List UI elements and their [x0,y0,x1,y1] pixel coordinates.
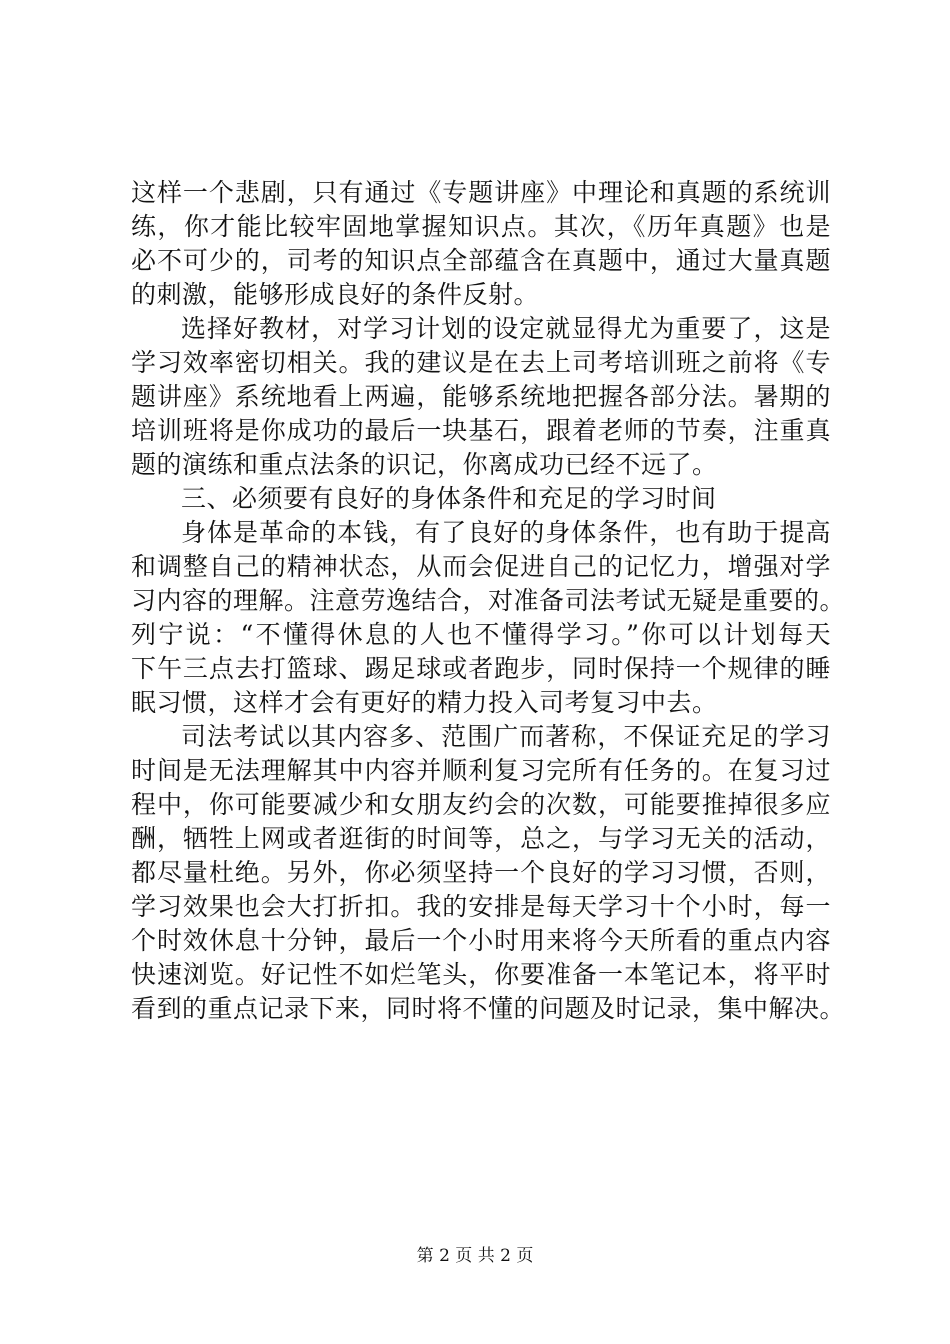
text-line: 学习效果也会大打折扣。我的安排是每天学习十个小时，每一 [131,892,831,921]
text-line: 列宁说：“不懂得休息的人也不懂得学习。”你可以计划每天 [131,620,831,649]
text-line: 培训班将是你成功的最后一块基石，跟着老师的节奏，注重真 [131,416,831,445]
text-line: 时间是无法理解其中内容并顺利复习完所有任务的。在复习过 [131,756,831,785]
text-line: 眠习惯，这样才会有更好的精力投入司考复习中去。 [131,688,718,717]
text-line: 看到的重点记录下来，同时将不懂的问题及时记录，集中解决。 [131,994,846,1023]
text-line: 程中，你可能要减少和女朋友约会的次数，可能要推掉很多应 [131,790,831,819]
paragraph-first-line: 选择好教材，对学习计划的设定就显得尤为重要了，这是 [181,314,831,343]
paragraph-first-line: 司法考试以其内容多、范围广而著称，不保证充足的学习 [181,722,831,751]
text-line: 快速浏览。好记性不如烂笔头，你要准备一本笔记本，将平时 [131,960,831,989]
paragraph-first-line: 身体是革命的本钱，有了良好的身体条件，也有助于提高 [181,518,831,547]
text-line: 必不可少的，司考的知识点全部蕴含在真题中，通过大量真题 [131,246,831,275]
text-line: 题讲座》系统地看上两遍，能够系统地把握各部分法。暑期的 [131,382,831,411]
page-number: 第 2 页 共 2 页 [416,1246,534,1266]
text-line: 的刺激，能够形成良好的条件反射。 [131,280,540,309]
text-line: 都尽量杜绝。另外，你必须坚持一个良好的学习习惯，否则， [131,858,831,887]
page-footer [0,1245,950,1267]
text-line: 个时效休息十分钟，最后一个小时用来将今天所看的重点内容 [131,926,831,955]
text-line: 练，你才能比较牢固地掌握知识点。其次，《历年真题》也是 [131,212,831,241]
section-heading: 三、必须要有良好的身体条件和充足的学习时间 [181,484,717,513]
text-line: 这样一个悲剧，只有通过《专题讲座》中理论和真题的系统训 [131,178,831,207]
text-line: 题的演练和重点法条的识记，你离成功已经不远了。 [131,450,718,479]
text-line: 和调整自己的精神状态，从而会促进自己的记忆力，增强对学 [131,552,831,581]
text-line: 学习效率密切相关。我的建议是在去上司考培训班之前将《专 [131,348,831,377]
document-body [131,176,846,1026]
text-line: 酬，牺牲上网或者逛街的时间等，总之，与学习无关的活动， [131,824,831,853]
text-line: 习内容的理解。注意劳逸结合，对准备司法考试无疑是重要的。 [131,586,846,615]
text-line: 下午三点去打篮球、踢足球或者跑步，同时保持一个规律的睡 [131,654,831,683]
